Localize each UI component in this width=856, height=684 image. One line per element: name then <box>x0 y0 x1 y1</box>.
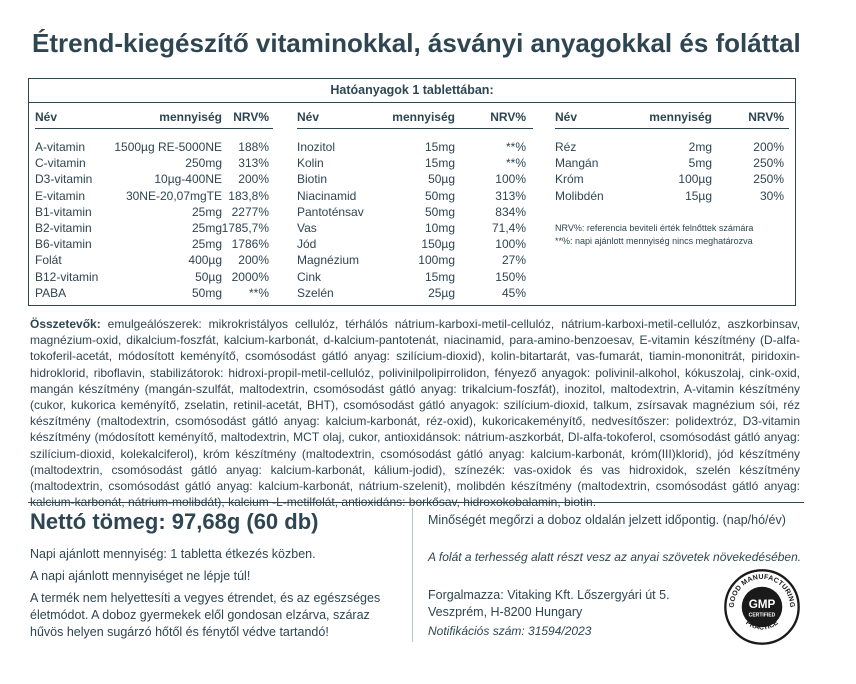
page-title: Étrend-kiegészítő vitaminokkal, ásványi anyagokkal és foláttal <box>32 28 801 58</box>
nutrient-nrv: 71,4% <box>491 221 526 235</box>
nutrient-amount: 10µg-400NE <box>154 172 222 187</box>
nutrient-amount: 5mg <box>688 156 712 171</box>
nutrient-name: C-vitamin <box>35 156 86 171</box>
nutrient-nrv: 2000% <box>231 269 269 284</box>
section-divider <box>28 502 804 503</box>
nutrient-name: Mangán <box>555 156 599 171</box>
nutrient-nrv: 250% <box>753 172 784 187</box>
nutrient-amount: 100µg <box>678 172 712 187</box>
nutrient-nrv: 100% <box>495 172 526 187</box>
gmp-ring-top: GOOD MANUFACTURING <box>728 573 796 608</box>
nutrient-nrv: **% <box>505 156 526 171</box>
nutrient-table <box>28 78 796 306</box>
distributor: Forgalmazza: Vitaking Kft. Lőszergyári út 5. Veszprém, H-8200 Hungary <box>428 588 670 619</box>
nutrient-name: B2-vitamin <box>35 221 92 235</box>
nutrient-nrv: 1786% <box>231 237 269 252</box>
nutrient-nrv: 100% <box>495 237 526 252</box>
nutrient-amount: 50µg <box>428 172 455 187</box>
nutrient-name: Molibdén <box>555 188 604 203</box>
nutrient-amount: 50mg <box>424 204 455 219</box>
nutrient-nrv: 183,8% <box>228 188 269 203</box>
net-weight: Nettó tömeg: 97,68g (60 db) <box>30 509 319 534</box>
nutrient-nrv: 834% <box>495 204 526 219</box>
gmp-ring-bottom: PRACTICE <box>744 619 780 632</box>
nutrient-name: Folát <box>35 253 62 268</box>
nutrient-amount: 50µg <box>195 269 222 284</box>
col-header-nrv: NRV% <box>490 110 526 124</box>
nutrient-name: B1-vitamin <box>35 204 92 219</box>
notification-number: Notifikációs szám: 31594/2023 <box>428 624 592 638</box>
nutrient-name: Niacinamid <box>297 188 357 203</box>
table-divider <box>29 102 795 103</box>
ingredients-label: Összetevők: <box>30 317 101 331</box>
header-rule <box>297 128 533 129</box>
nutrient-amount: 100mg <box>418 253 455 268</box>
col-header-amount: mennyiség <box>649 110 712 124</box>
nutrient-amount: 400µg <box>188 253 222 268</box>
ingredients-text: emulgeálószerek: mikrokristályos cellulóz, térhálós nátrium-karboxi-metil-cellulóz, nátrium-karboxi-metil-cellulóz, aszkorbinsav, magnézium-oxid, dikalcium-foszfát, kalcium-karbonát, d-kalcium-pantotenát, niacinamid, para-amino-benzoesav, E-vitamin készítmény (D-alfa-tokoferil-acetát, módosított keményítő, csomósodást gátló anyag: szilícium-dioxid), kolin-bitartarát, vas-fumarát, tiamin-mononitrát, piridoxin-hidroklorid, riboflavin, stabilizátorok: hidroxi-propil-metil-cellulóz, polivinilpolipirrolidon, fényező anyagok: polivinil-alkohol, kókuszolaj, cink-oxid, mangán készítmény (mangán-szulfát, maltodextrin, csomósodást gátló anyag: trikalcium-foszfát), inozitol, maltodextrin, A-vitamin készítmény (cukor, kukorica keményítő, zselatin, retinil-acetát, BHT), csomósodást gátló anyagok: szilícium-dioxid, talkum, zsírsavak magnézium sói, réz készítmény (maltodextrin, csomósodást gátló anyag: kalcium-karbonát, réz-oxid), kukoricakeményítő, nedvesítőszer: polidextróz, D3-vitamin készítmény (módosított keményítő, maltodextrin, MCT olaj, cukor, antioxidánsok: nátrium-aszkorbát, Dl-alfa-tokoferol, csomósodást gátló anyag: szilícium-dioxid, kolekalciferol), króm készítmény (maltodextrin, csomósodást gátló anyag: kalcium-karbonát, króm(III)klorid), jód készítmény (maltodextrin, csomósodást gátló anyag: kalcium-karbonát, kálium-jodid), színezék: vas-oxidok és vas hidroxidok, szelén készítmény (maltodextrin, csomósodást gátló anyag: kalcium-karbonát, nátrium-szelenit), molibdén készítmény (maltodextrin, csomósodást gátló anyag: kalcium-karbonát, nátrium-molibdát), kalcium -L-metilfolát, antioxidáns: borkősav, hidroxokobalamin, biotin. <box>30 317 800 510</box>
nutrient-name: D3-vitamin <box>35 172 93 187</box>
nutrient-amount: 15mg <box>424 140 455 154</box>
col-header-name: Név <box>555 110 578 124</box>
nutrient-name: E-vitamin <box>35 188 86 203</box>
nutrient-name: Vas <box>297 221 317 235</box>
folate-note: A folát a terhesség alatt részt vesz az anyai szövetek növekedésében. <box>428 550 802 564</box>
nutrient-nrv: 150% <box>495 269 526 284</box>
col-header-name: Név <box>35 110 58 124</box>
nutrient-amount: 15mg <box>424 269 455 284</box>
nutrient-amount: 150µg <box>421 237 455 252</box>
nutrient-name: Biotin <box>297 172 328 187</box>
header-rule <box>35 128 273 129</box>
nutrient-amount: 25µg <box>428 285 455 300</box>
nutrient-name: A-vitamin <box>35 140 86 154</box>
nutrient-nrv: 250% <box>753 156 784 171</box>
gmp-certified-seal-icon <box>723 568 801 646</box>
nutrient-nrv: 200% <box>238 172 269 187</box>
nutrient-name: Inozitol <box>297 140 336 154</box>
nutrient-nrv: 200% <box>238 253 269 268</box>
nutrient-amount: 2mg <box>688 140 712 154</box>
nutrient-name: Kolin <box>297 156 324 171</box>
table-heading: Hatóanyagok 1 tablettában: <box>330 83 494 97</box>
daily-dose: Napi ajánlott mennyiség: 1 tabletta étkezés közben. <box>30 547 316 561</box>
nutrient-nrv: 188% <box>238 140 269 154</box>
nutrient-nrv: 1785,7% <box>221 221 269 235</box>
nutrient-nrv: 30% <box>759 188 784 203</box>
nutrient-amount: 30NE-20,07mgTE <box>125 188 222 203</box>
nutrient-nrv: 27% <box>501 253 526 268</box>
nutrient-nrv: 45% <box>501 285 526 300</box>
nutrient-amount: 250mg <box>185 156 222 171</box>
product-notice: A termék nem helyettesíti a vegyes étrendet, és az egészséges életmódot. A doboz gyermekek elől gondosan elzárva, száraz hűvös helyen sugárzó hőtől és fénytől védve tartandó! <box>30 591 381 639</box>
col-header-name: Név <box>297 110 320 124</box>
nutrient-name: Szelén <box>297 285 334 300</box>
nutrient-name: Króm <box>555 172 584 187</box>
nutrient-name: Cink <box>297 269 322 284</box>
col-header-nrv: NRV% <box>748 110 784 124</box>
nutrient-nrv: 2277% <box>231 204 269 219</box>
column-divider <box>412 508 413 642</box>
nutrient-nrv: **% <box>248 285 269 300</box>
gmp-center-text: GMP <box>748 597 776 611</box>
nutrient-amount: 15mg <box>424 156 455 171</box>
nutrient-amount: 25mg <box>191 221 222 235</box>
nutrient-name: Pantoténsav <box>297 204 364 219</box>
nutrient-nrv: 313% <box>238 156 269 171</box>
gmp-sub-text: CERTIFIED <box>748 612 776 619</box>
nutrient-amount: 25mg <box>191 237 222 252</box>
nutrient-name: Réz <box>555 140 577 154</box>
nutrient-name: B12-vitamin <box>35 269 99 284</box>
nutrient-amount: 50mg <box>424 188 455 203</box>
dose-warning: A napi ajánlott mennyiséget ne lépje túl! <box>30 569 251 583</box>
col-header-amount: mennyiség <box>392 110 455 124</box>
nutrient-nrv: 313% <box>495 188 526 203</box>
nutrient-name: Magnézium <box>297 253 360 268</box>
nrv-note: NRV%: referencia beviteli érték felnőttek számára <box>555 223 754 233</box>
nutrient-name: PABA <box>35 285 67 300</box>
nutrient-amount: 10mg <box>424 221 455 235</box>
nutrient-name: B6-vitamin <box>35 237 92 252</box>
nutrient-amount: 15µg <box>685 188 712 203</box>
nutrient-amount: 25mg <box>191 204 222 219</box>
best-before: Minőségét megőrzi a doboz oldalán jelzett időpontig. (nap/hó/év) <box>428 513 786 527</box>
nutrient-amount: 50mg <box>191 285 222 300</box>
nutrient-amount: 1500µg RE-5000NE <box>114 140 222 154</box>
col-header-nrv: NRV% <box>233 110 269 124</box>
ingredients-block <box>30 316 800 510</box>
col-header-amount: mennyiség <box>159 110 222 124</box>
nrv-footnote: **%: napi ajánlott mennyiség nincs meghatározva <box>555 236 753 246</box>
nutrient-name: Jód <box>297 237 317 252</box>
nutrient-nrv: 200% <box>753 140 784 154</box>
header-rule <box>555 128 789 129</box>
nutrient-nrv: **% <box>505 140 526 154</box>
